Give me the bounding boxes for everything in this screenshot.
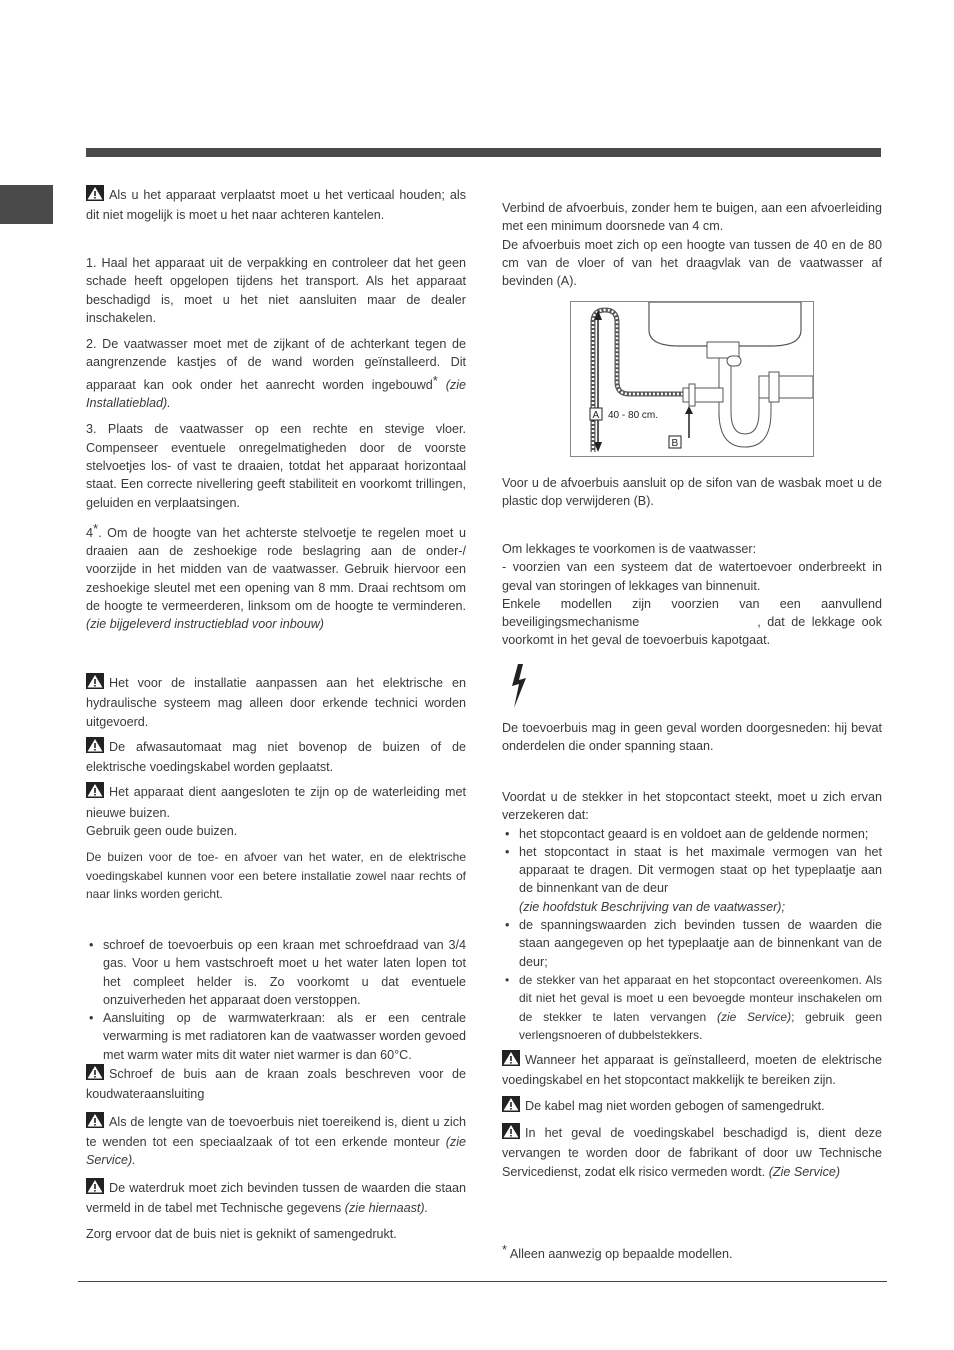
diagram-label-a: A [592,410,600,421]
transport-section: Als u het apparaat verplaatst moet u het verticaal houden; als dit niet mogelijk is moet u het naar achteren kantelen. [86,185,466,225]
diagram-label-b: B [671,438,679,449]
warning-triangle-icon [502,1096,520,1117]
diagram-label-range: 40 - 80 cm. [608,410,659,421]
list-item: • het stopcontact geaard is en voldoet aan de geldende normen; [502,825,882,843]
warning-triangle-icon [502,1123,520,1144]
warning-triangle-icon [86,1112,104,1133]
header-bar [86,148,881,157]
placement-section [86,254,466,634]
footer-rule [78,1281,887,1282]
electrical-section: Voordat u de stekker in het stopcontact steekt, moet u zich ervan verzekeren dat: • het stopcontact geaard is en voldoet aan de geldende normen; • het stopcontact in staat is het maximale vermogen van het apparaat te dragen. Dit vermogen staat op het typeplaatje aan de binnenkant van de deur (zie hoofdstuk Beschrijving van de vaatwasser); • de spanningswaarden zich bevinden tussen de waarden die staan aangegeven op het typeplaatje aan de binnenkant van de deur; • de stekker van het apparaat en het stopcontact overeenkomen. Als dit niet het geval is moet u een bevoegde monteur inschakelen om de stekker te laten vervangen (zie Service); gebruik geen verlengsnoeren of dubbelstekkers. Wanneer het apparaat is geïnstalleerd, moeten de elektrische voedingskabel en het stopcontact makkelijk te bereiken zijn. De kabel mag niet worden gebogen of samengedrukt. In het geval de voedingskabel beschadigd is, dient deze vervangen te worden door de fabrikant of door uw Technische Servicedienst, zodat elk risico vermeden wordt. (Zie Service) [502,788,882,1181]
warning-triangle-icon [86,782,104,803]
drain-height-diagram [570,301,814,457]
step-2: 2. De vaatwasser moet met de zijkant of de achterkant tegen de aangrenzende kastjes of de wand worden geïnstalleerd. Dit apparaat kan ook onder het aanrecht worden ingebouwd* (zie Installatieblad). [86,337,466,411]
step-1: 1. Haal het apparaat uit de verpakking en controleer dat het geen schade heeft opgelopen tijdens het transport. Als het apparaat beschadigd is, moet u het niet aansluiten maar de dealer inschakelen. [86,256,466,325]
warning-triangle-icon [86,185,104,206]
inlet-hose-warning: De toevoerbuis mag in geen geval worden doorgesneden: hij bevat onderdelen die onder spanning staan. [502,721,882,754]
warning-triangle-icon [86,737,104,758]
list-item: • de stekker van het apparaat en het stopcontact overeenkomen. Als dit niet het geval is moet u een bevoegde monteur inschakelen om de stekker te laten vervangen (zie Service); gebruik geen verlengsnoeren of dubbelstekkers. [502,971,882,1044]
warning-triangle-icon [502,1050,520,1071]
list-item: • de spanningswaarden zich bevinden tussen de waarden die staan aangegeven op het typeplaatje aan de binnenkant van de deur; [502,916,882,971]
step-3: 3. Plaats de vaatwasser op een rechte en stevige vloer. Compenseer eventuele onregelmatigheden door de voorste stelvoetjes los- of vast te draaien, totdat het apparaat horizontaal staat. Een correcte nivellering geeft stabiliteit en voorkomt trillingen, geluiden en verplaatsingen. [86,422,466,510]
warning-triangle-icon [86,673,104,694]
warning-triangle-icon [86,1064,104,1085]
step-4: 4*. Om de hoogte van het achterste stelvoetje te regelen moet u draaien aan de zeshoekige rode beslagring aan de onder-/ voorzijde in het midden van de vaatwasser. Gebruik hiervoor een zeshoekige sleutel met een opening van 8 mm. Draai rechtsom om de hoogte te vermeerderen, linksom om de hoogte te verminderen. (zie bijgeleverd instructieblad voor inbouw) [86,520,466,632]
water-inlet-section: • schroef de toevoerbuis op een kraan met schroefdraad van 3/4 gas. Voor u hem vastschroeft moet u het water laten lopen tot het compleet helder is. Zo voorkomt u dat eventuele onzuiverheden het apparaat doen verstoppen. • Aansluiting op de warmwaterkraan: als er een centrale verwarming is met radiatoren kan de vaatwasser worden gevoed met warm water mits dit water niet warmer is dan 60°C. Schroef de buis aan de kraan zoals beschreven voor de koudwateraansluiting Als de lengte van de toevoerbuis niet toereikend is, dient u zich te wenden tot een speciaalzaak of tot een erkende monteur (zie Service). De waterdruk moet zich bevinden tussen de waarden die staan vermeld in de tabel met Technische gegevens (zie hiernaast). Zorg ervoor dat de buis niet is geknikt of samengedrukt. [86,936,466,1243]
warning-triangle-icon [86,1178,104,1199]
lightning-bolt-icon [508,664,528,713]
connection-warnings: Het voor de installatie aanpassen aan het elektrische en hydraulische systeem mag alleen door erkende technici worden uitgevoerd. De afwasautomaat mag niet bovenop de buizen of de elektrische voedingskabel worden geplaatst. Het apparaat dient aangesloten te zijn op de waterleiding met nieuwe buizen. Gebruik geen oude buizen. De buizen voor de toe- en afvoer van het water, en de elektrische voedingskabel kunnen voor een betere installatie zowel naar rechts of naar links worden gericht. [86,673,466,903]
drain-section: Verbind de afvoerbuis, zonder hem te buigen, aan een afvoerleiding met een minimum doorsnede van 4 cm. De afvoerbuis moet zich op een hoogte van tussen de 40 en de 80 cm van de vloer of van het draagvlak van de vaatwasser af bevinden (A). [502,201,882,289]
siphon-note: Voor u de afvoerbuis aansluit op de sifon van de wasbak moet u de plastic dop verwijderen (B). [502,476,882,509]
list-item: • schroef de toevoerbuis op een kraan met schroefdraad van 3/4 gas. Voor u hem vastschroeft moet u het water laten lopen tot het compleet helder is. Zo voorkomt u dat eventuele onzuiverheden het apparaat doen verstoppen. [86,936,466,1009]
side-tab [0,185,53,224]
list-item: • het stopcontact in staat is het maximale vermogen van het apparaat te dragen. Dit vermogen staat op het typeplaatje aan de binnenkant van de deur (zie hoofdstuk Beschrijving van de vaatwasser); [502,843,882,916]
leak-protection-section: Om lekkages te voorkomen is de vaatwasser: - voorzien van een systeem dat de watertoevoer onderbreekt in geval van storingen of lekkages van binnenuit. Enkele modellen zijn voorzien van een aanvullend beveiligingsmechanisme , dat de lekkage ook voorkomt in het geval de toevoerbuis kapotgaat. [502,542,882,648]
list-item: • Aansluiting op de warmwaterkraan: als er een centrale verwarming is met radiatoren kan de vaatwasser worden gevoed met warm water mits dit water niet warmer is dan 60°C. [86,1009,466,1064]
footnote: * Alleen aanwezig op bepaalde modellen. [502,1242,733,1261]
